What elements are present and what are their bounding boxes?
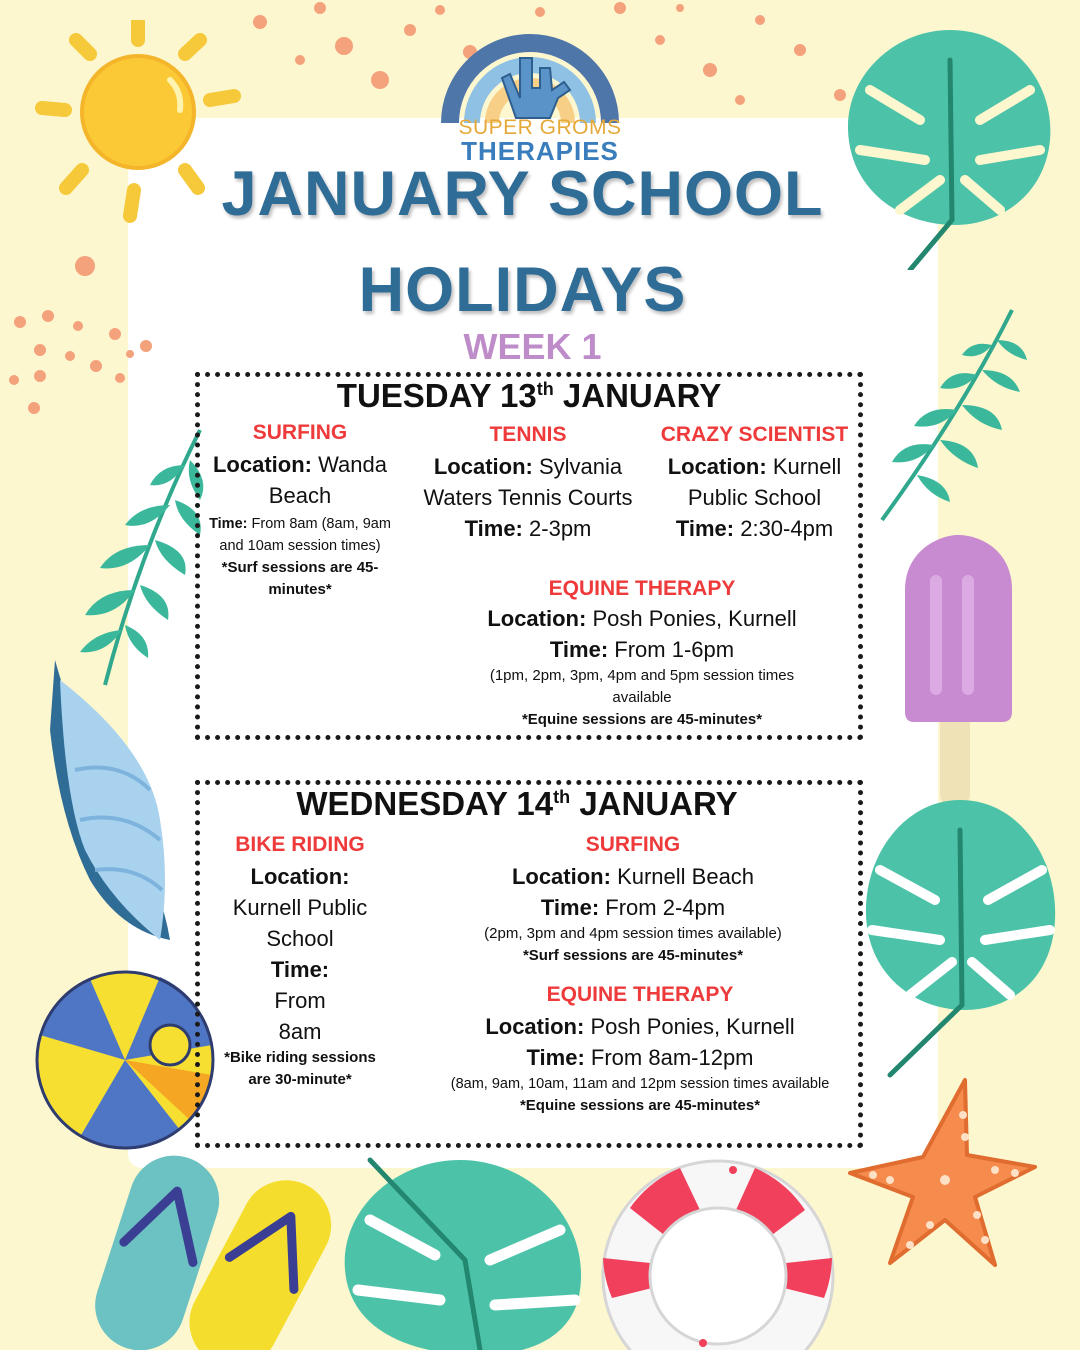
activity-name: BIKE RIDING xyxy=(235,833,365,856)
time-line xyxy=(652,513,857,544)
starfish-icon xyxy=(845,1075,1040,1270)
activity-name: EQUINE THERAPY xyxy=(546,983,734,1006)
time-line xyxy=(415,1042,865,1073)
monstera-leaf-icon xyxy=(860,790,1060,1080)
time-value: From 8am (8am, 9am and 10am session times) xyxy=(219,516,391,554)
location-line xyxy=(200,861,400,954)
seashell-icon xyxy=(40,650,190,950)
life-ring-icon xyxy=(590,1148,845,1350)
time-value: From 8am-12pm xyxy=(590,1045,754,1070)
time-label: Time: xyxy=(526,1045,585,1070)
tuesday-month: JANUARY xyxy=(562,377,722,414)
tuesday-day: TUESDAY 13 xyxy=(336,377,537,414)
time-value: From 8am xyxy=(274,988,326,1044)
activity-name: SURFING xyxy=(585,833,681,856)
location-line xyxy=(415,1011,865,1042)
tuesday-surfing xyxy=(200,421,400,601)
location-value: Sylvania Waters Tennis Courts xyxy=(423,454,633,510)
time-label: Time: xyxy=(540,895,600,920)
time-value: From 2-4pm xyxy=(605,895,726,920)
location-label: Location: xyxy=(212,452,312,477)
tuesday-heading xyxy=(200,377,858,415)
location-label: Location: xyxy=(667,454,767,479)
wednesday-day: WEDNESDAY 14 xyxy=(296,785,554,822)
session-note: *Surf sessions are 45-minutes* xyxy=(522,947,744,964)
shaka-hand-rainbow-icon xyxy=(440,18,620,128)
monstera-leaf-icon xyxy=(330,1140,600,1350)
time-value: From 1-6pm xyxy=(614,637,735,662)
time-value: 2-3pm xyxy=(529,516,592,541)
tuesday-equine-therapy xyxy=(462,577,822,731)
wednesday-bike-riding xyxy=(200,833,400,1091)
wednesday-surfing xyxy=(448,833,818,967)
time-label: Time: xyxy=(549,637,609,662)
location-value: Kurnell Public School xyxy=(232,895,368,951)
session-note: *Bike riding sessions are 30-minute* xyxy=(224,1049,376,1088)
activity-name: TENNIS xyxy=(489,423,567,446)
time-line xyxy=(448,892,818,923)
wednesday-suffix: th xyxy=(553,787,571,807)
time-line xyxy=(462,634,822,665)
location-label: Location: xyxy=(433,454,533,479)
location-label: Location: xyxy=(485,1014,585,1039)
week-label: WEEK 1 xyxy=(463,326,602,367)
location-line xyxy=(652,451,857,513)
flip-flops-icon xyxy=(85,1145,335,1350)
logo-line-1: SUPER GROMS xyxy=(458,116,622,139)
tuesday-crazy-scientist xyxy=(652,423,857,544)
session-times: (8am, 9am, 10am, 11am and 12pm session times available xyxy=(450,1076,830,1092)
location-value: Posh Ponies, Kurnell xyxy=(590,1014,795,1039)
location-value: Kurnell Public School xyxy=(687,454,842,510)
location-label: Location: xyxy=(250,864,350,889)
tuesday-section xyxy=(195,372,863,740)
page-title-line-1: JANUARY SCHOOL xyxy=(221,159,824,229)
time-label: Time: xyxy=(675,516,735,541)
session-note: *Surf sessions are 45-minutes* xyxy=(221,559,379,598)
beach-ball-icon xyxy=(30,965,220,1155)
location-value: Kurnell Beach xyxy=(617,864,755,889)
location-label: Location: xyxy=(487,606,587,631)
time-line xyxy=(408,513,648,544)
time-label: Time: xyxy=(270,957,330,982)
session-times: (2pm, 3pm and 4pm session times available) xyxy=(484,925,782,942)
time-value: 2:30-4pm xyxy=(740,516,834,541)
session-note: *Equine sessions are 45-minutes* xyxy=(521,711,763,728)
tuesday-suffix: th xyxy=(536,379,554,399)
location-value: Wanda Beach xyxy=(268,452,387,508)
session-note: *Equine sessions are 45-minutes* xyxy=(519,1097,761,1114)
time-line xyxy=(200,513,400,557)
popsicle-icon xyxy=(900,530,1020,810)
session-times: (1pm, 2pm, 3pm, 4pm and 5pm session times available xyxy=(489,667,795,706)
wednesday-equine-therapy xyxy=(415,983,865,1117)
activity-name: SURFING xyxy=(252,421,348,444)
time-line xyxy=(200,954,400,1047)
location-line xyxy=(462,603,822,634)
logo-line-2: THERAPIES xyxy=(461,136,619,166)
wednesday-heading xyxy=(176,785,858,823)
location-value: Posh Ponies, Kurnell xyxy=(592,606,797,631)
tuesday-tennis xyxy=(408,423,648,544)
location-line xyxy=(448,861,818,892)
location-line xyxy=(408,451,648,513)
wednesday-section xyxy=(195,780,863,1148)
location-label: Location: xyxy=(511,864,611,889)
wednesday-month: JANUARY xyxy=(579,785,738,822)
activity-name: CRAZY SCIENTIST xyxy=(660,423,849,446)
activity-name: EQUINE THERAPY xyxy=(548,577,736,600)
time-label: Time: xyxy=(464,516,523,541)
location-line xyxy=(200,449,400,511)
time-label: Time: xyxy=(209,516,248,532)
page-title-line-2: HOLIDAYS xyxy=(358,255,687,325)
